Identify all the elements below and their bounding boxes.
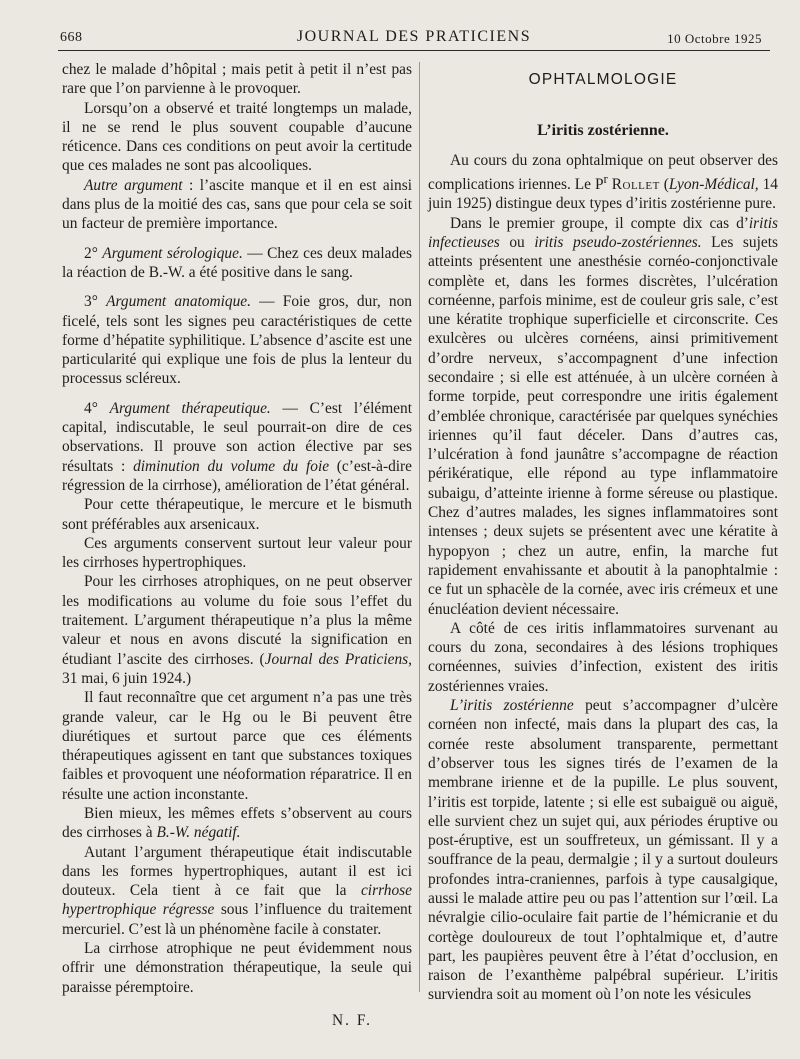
section-title: OPHTALMOLOGIE: [528, 71, 678, 88]
paragraph: 3° Argument anatomique. — Foie gros, dur, non ficelé, tels sont les signes peu caractéristiques de cette forme d’hépatite syphilitique. L’absence d’ascite est une particularité qui explique une fois de plus la lenteur du processus scléreux.: [62, 293, 412, 388]
paragraph: Au cours du zona ophtalmique on peut observer des complications iriennes. Le $P^r$ Rollet (Lyon-Médical, 14 juin 1925) distingue deux types d’iritis zostérienne pure.: [428, 151, 778, 213]
paragraph: Pour cette thérapeutique, le mercure et le bismuth sont préférables aux arsenicaux.: [62, 496, 412, 533]
paragraph: L’iritis zostérienne peut s’accompagner d’ulcère cornéen non infecté, mais dans la plupart des cas, la cornée reste absolument transparente, permettant d’observer tous les signes tirés de l’examen de la membrane irienne et de la pupille. Le plus souvent, l’iritis est torpide, latente ; si elle est subaiguë ou aiguë, elle survient chez un sujet qui, aux périodes éruptive ou post-éruptive, est un souffreteux, un gémissant. Il y a souffrance de la peau, dermalgie ; il y a surtout douleurs profondes intra-craniennes, parfois à type causalgique, aussi le malade attire peu ou pas l’attention sur l’œil. La névralgie cilio-oculaire fait partie de l’hémicranie et du cortège douloureux de tout l’ophtalmique et, d’autre part, les paupières peuvent être à l’état d’occlusion, en raison de l’exanthème palpébral supérieur. L’iritis surviendra soit au moment où l’on note les vésicules: [428, 697, 778, 1004]
paragraph: Lorsqu’on a observé et traité longtemps un malade, il ne se rend le plus souvent coupable d’aucune réticence. Dans ces conditions on peut avoir la certitude que ces malades ne sont pas alcooliques.: [62, 99, 412, 175]
issue-date: 10 Octobre 1925: [667, 31, 762, 46]
paragraph: A côté de ces iritis inflammatoires survenant au cours du zona, secondaires à des lésions trophiques cornéennes, suivies d’infection, existent des iritis zostériennes vraies.: [428, 619, 778, 695]
paragraph: Pour les cirrhoses atrophiques, on ne peut observer les modifications au volume du foie sous l’effet du traitement. L’argument thérapeutique n’a plus la même valeur et nous en avons discuté la signification en étudiant l’ascite des cirrhoses. (Journal des Praticiens, 31 mai, 6 juin 1924.): [62, 573, 412, 687]
left-column: [62, 60, 412, 1030]
article-title: L’iritis zostérienne.: [537, 122, 669, 140]
author-signature: N. F.: [332, 1011, 372, 1029]
paragraph: La cirrhose atrophique ne peut évidemment nous offrir une démonstration thérapeutique, la seule qui paraisse péremptoire.: [62, 940, 412, 996]
journal-title: JOURNAL DES PRATICIENS: [296, 28, 532, 45]
page-header: [58, 28, 770, 51]
paragraph: 4° Argument thérapeutique. — C’est l’élément capital, indiscutable, le seul pourrait-on dire de ces observations. Il prouve son action élective par ses résultats : diminution du volume du foie (c’est-à-dire régression de la cirrhose), amélioration de l’état général.: [62, 399, 412, 494]
paragraph: Autre argument : l’ascite manque et il en est ainsi dans plus de la moitié des cas, sans que pour cela se soit un facteur de première importance.: [62, 176, 412, 233]
right-column: [428, 60, 778, 1005]
paragraph: Autant l’argument thérapeutique était indiscutable dans les formes hypertrophiques, autant il est ici douteux. Cela tient à ce fait que la cirrhose hypertrophique régresse sous l’influence du traitement mercuriel. C’est là un phénomène facile à constater.: [62, 843, 412, 938]
paragraph: Il faut reconnaître que cet argument n’a pas une très grande valeur, car le Hg ou le Bi peuvent être diurétiques et surtout parce que ces éléments thérapeutiques agissent en tant que substances toxiques faibles et provoquent une néoformation réparatrice. Il en résulte une action inconstante.: [62, 689, 412, 803]
paragraph: Dans le premier groupe, il compte dix cas d’iritis infectieuses ou iritis pseudo-zostériennes. Les sujets atteints présentent une anesthésie cornéo-conjonctivale complète et, dans les formes discrètes, l’ulcération cornéenne, parfois minime, est de couleur gris sale, c’est une kératite trophique superficielle et circonscrite. Ces exulcères ou ulcères cornéens, ainsi primitivement d’ordre nerveux, s’accompagnent d’une infection secondaire ; si elle est atténuée, à un ulcère cornéen à forme torpide, peut correspondre une iritis également d’emblée chronique, caractérisée par quelques synéchies iriennes qu’il faut déceler. Dans d’autres cas, l’ulcération à fond jaunâtre s’accompagne de réaction périkératique, elle répond au type inflammatoire subaigu, d’atteinte irienne à forme séreuse ou plastique. Chez d’autres malades, les signes inflammatoires sont intenses ; deux sujets se présentent avec une kératite à hypopyon ; chez un autre, enfin, la marche fut rapidement envahissante et aboutit à la panophtalmie : ce fut un sphacèle de la cornée, avec iris crémeux et une énucléation devient nécessaire.: [428, 214, 778, 618]
column-divider: [419, 62, 420, 992]
paragraph: 2° Argument sérologique. — Chez ces deux malades la réaction de B.-W. a été positive dans le sang.: [62, 244, 412, 281]
paragraph: Bien mieux, les mêmes effets s’observent au cours des cirrhoses à B.-W. négatif.: [62, 804, 412, 842]
author-name: Rollet: [611, 176, 660, 194]
paragraph: chez le malade d’hôpital ; mais petit à petit il n’est pas rare que l’on parvienne à le provoquer.: [62, 61, 412, 98]
page-number: 668: [60, 30, 83, 45]
paragraph: Ces arguments conservent surtout leur valeur pour les cirrhoses hypertrophiques.: [62, 534, 412, 572]
